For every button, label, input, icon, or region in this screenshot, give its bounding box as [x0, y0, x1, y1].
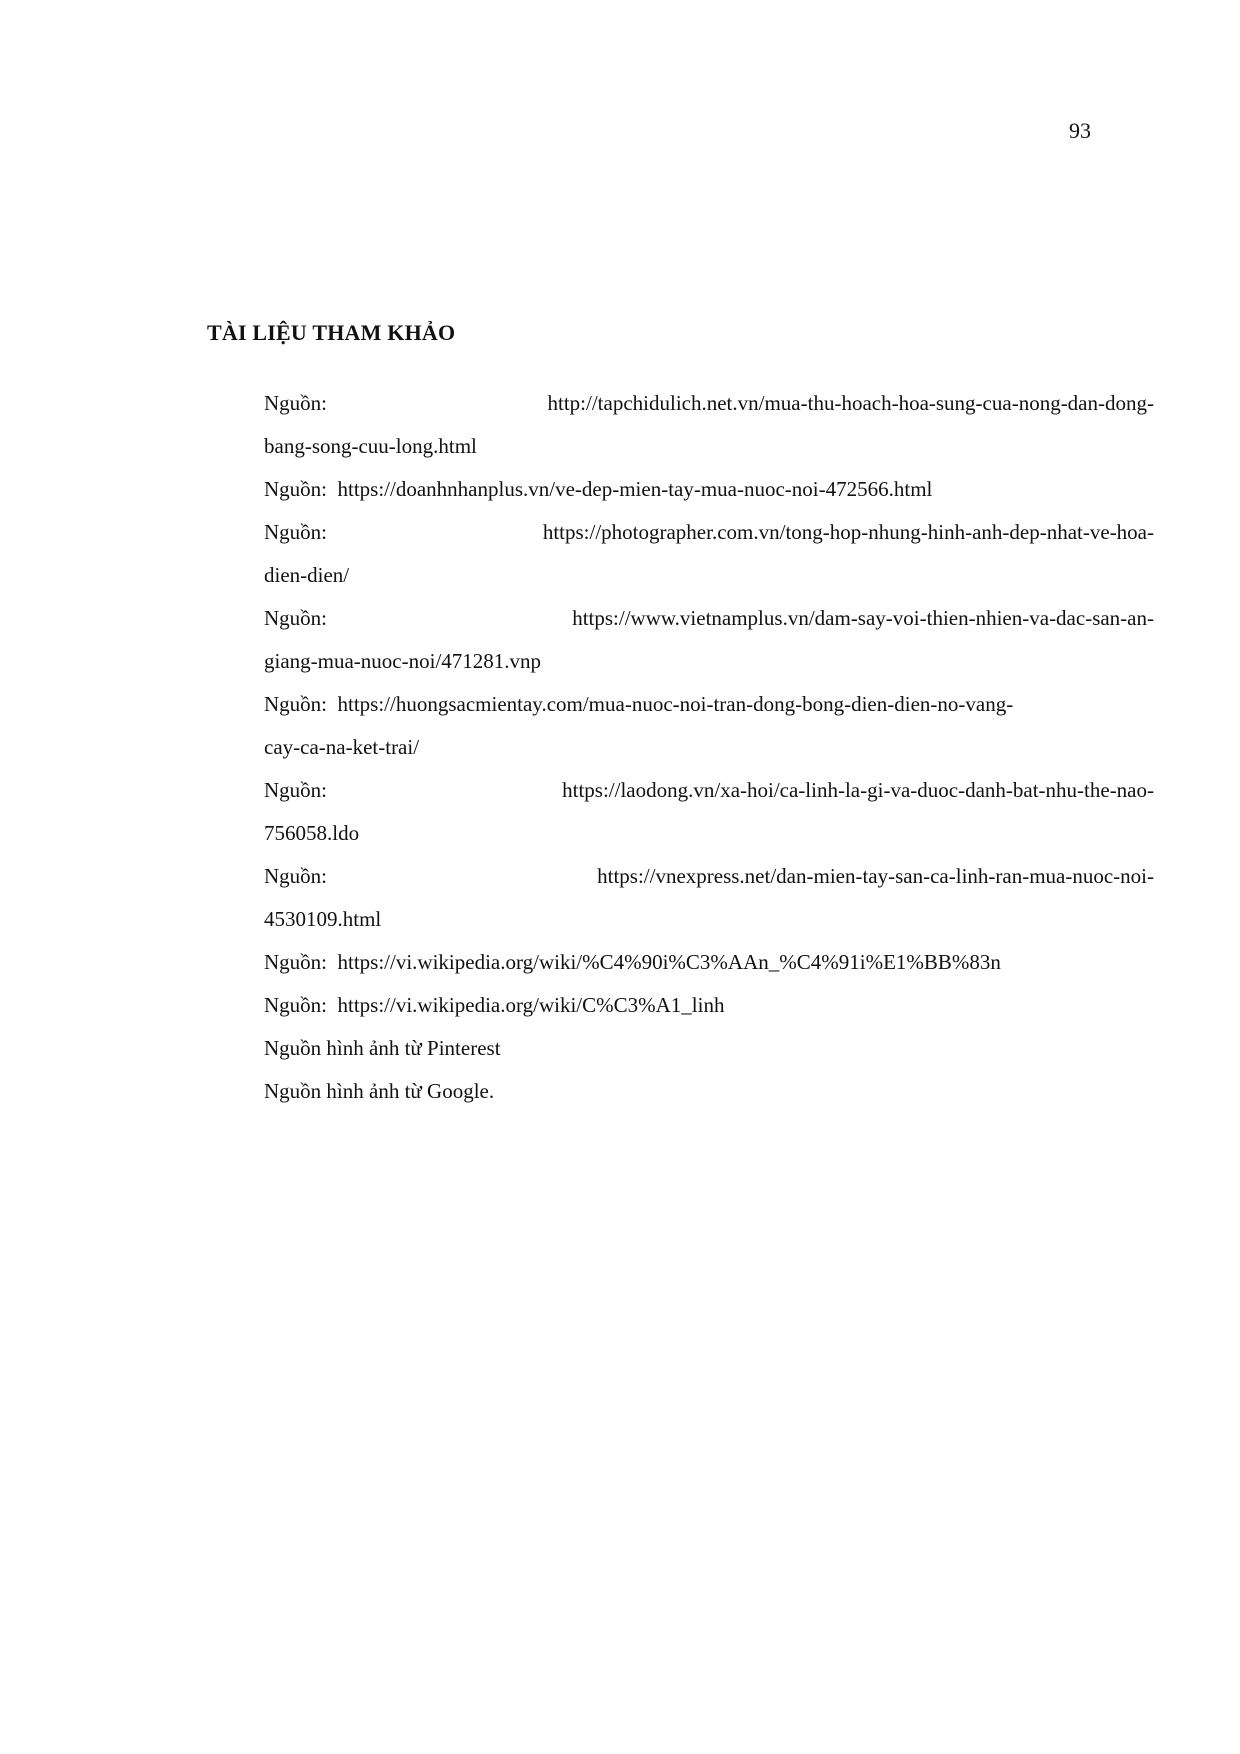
reference-url-continuation[interactable]: bang-song-cuu-long.html: [264, 434, 477, 458]
page-number: 93: [1069, 118, 1091, 143]
reference-label: Nguồn:: [264, 692, 327, 716]
reference-item: [264, 511, 1154, 597]
reference-url-continuation[interactable]: 756058.ldo: [264, 821, 360, 845]
reference-label: Nguồn:: [264, 391, 327, 415]
reference-image-source: Nguồn hình ảnh từ Google.: [264, 1079, 495, 1103]
reference-url-continuation[interactable]: cay-ca-na-ket-trai/: [264, 735, 420, 759]
reference-item: [264, 984, 1154, 1027]
reference-label: Nguồn:: [264, 864, 327, 888]
reference-url-continuation[interactable]: dien-dien/: [264, 563, 350, 587]
reference-label: Nguồn:: [264, 778, 327, 802]
reference-url[interactable]: https://vi.wikipedia.org/wiki/C%C3%A1_linh: [332, 993, 725, 1017]
reference-item: [264, 597, 1154, 683]
reference-list: [264, 382, 1154, 1113]
reference-item: [264, 1070, 1154, 1113]
reference-url[interactable]: https://photographer.com.vn/tong-hop-nhung-hinh-anh-dep-nhat-ve-hoa-: [542, 520, 1154, 544]
reference-item: [264, 855, 1154, 941]
reference-label: Nguồn:: [264, 993, 327, 1017]
references-heading: TÀI LIỆU THAM KHẢO: [207, 320, 456, 345]
reference-url-continuation[interactable]: 4530109.html: [264, 907, 382, 931]
reference-item: [264, 769, 1154, 855]
reference-image-source: Nguồn hình ảnh từ Pinterest: [264, 1036, 501, 1060]
reference-url[interactable]: https://huongsacmientay.com/mua-nuoc-noi-tran-dong-bong-dien-dien-no-vang-: [332, 692, 1014, 716]
reference-item: [264, 941, 1154, 984]
reference-item: [264, 382, 1154, 468]
reference-url[interactable]: https://www.vietnamplus.vn/dam-say-voi-thien-nhien-va-dac-san-an-: [572, 606, 1154, 630]
reference-url[interactable]: https://laodong.vn/xa-hoi/ca-linh-la-gi-va-duoc-danh-bat-nhu-the-nao-: [562, 778, 1154, 802]
reference-url[interactable]: https://vnexpress.net/dan-mien-tay-san-ca-linh-ran-mua-nuoc-noi-: [597, 864, 1154, 888]
reference-url-continuation[interactable]: giang-mua-nuoc-noi/471281.vnp: [264, 649, 542, 673]
reference-url[interactable]: http://tapchidulich.net.vn/mua-thu-hoach-hoa-sung-cua-nong-dan-dong-: [547, 391, 1154, 415]
reference-label: Nguồn:: [264, 950, 327, 974]
reference-url[interactable]: https://doanhnhanplus.vn/ve-dep-mien-tay-mua-nuoc-noi-472566.html: [332, 477, 933, 501]
reference-label: Nguồn:: [264, 606, 327, 630]
reference-item: [264, 683, 1154, 769]
reference-label: Nguồn:: [264, 520, 327, 544]
reference-url[interactable]: https://vi.wikipedia.org/wiki/%C4%90i%C3%AAn_%C4%91i%E1%BB%83n: [332, 950, 1001, 974]
reference-item: [264, 1027, 1154, 1070]
reference-item: [264, 468, 1154, 511]
reference-label: Nguồn:: [264, 477, 327, 501]
